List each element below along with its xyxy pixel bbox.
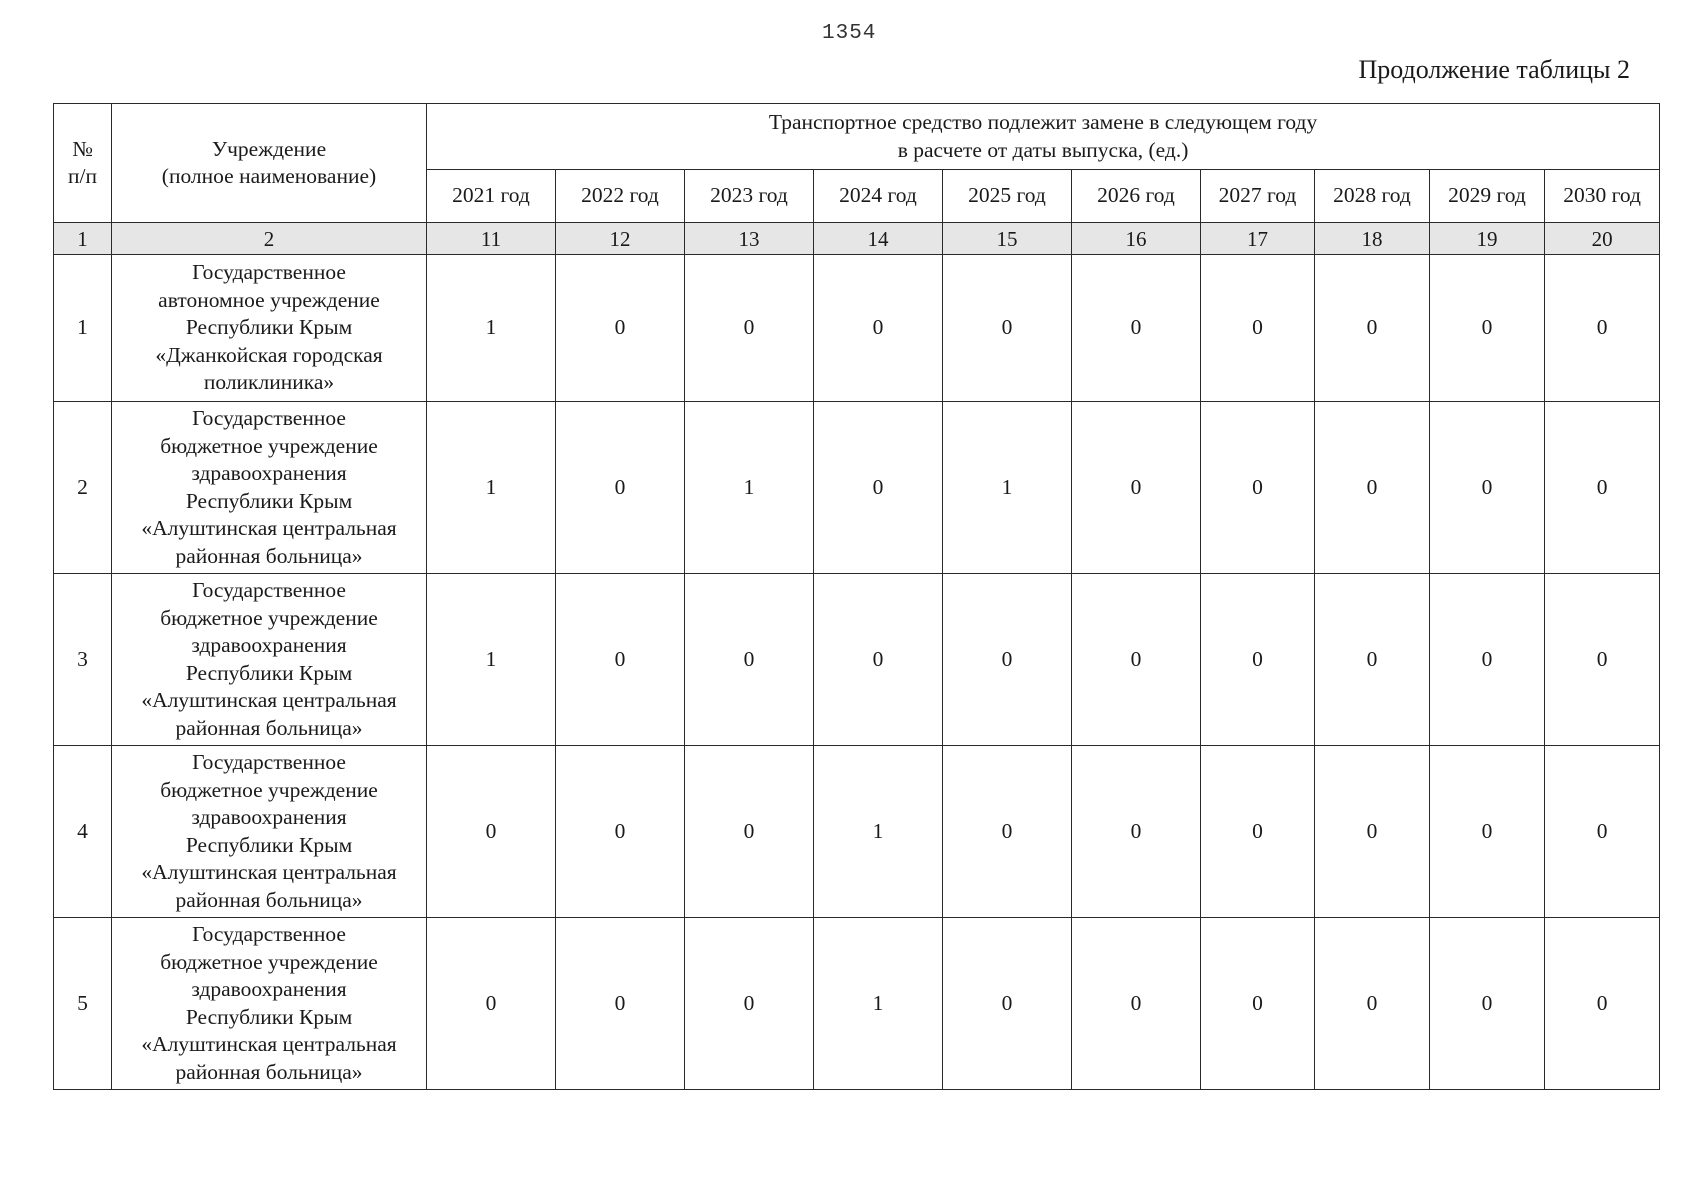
column-number: 13 [685, 223, 814, 255]
institution-name: Государственное бюджетное учреждение здравоохранения Республики Крым «Алуштинская центральная районная больница» [112, 402, 427, 574]
institution-name: Государственное автономное учреждение Республики Крым «Джанкойская городская поликлиника» [112, 255, 427, 402]
table-row [54, 255, 1660, 402]
column-number: 15 [943, 223, 1072, 255]
row-number: 5 [54, 918, 112, 1090]
institution-name: Государственное бюджетное учреждение здравоохранения Республики Крым «Алуштинская центральная районная больница» [112, 918, 427, 1090]
value-cell: 0 [1072, 402, 1201, 574]
column-number: 19 [1430, 223, 1545, 255]
value-cell: 0 [943, 746, 1072, 918]
value-cell: 0 [1430, 918, 1545, 1090]
value-cell: 0 [1072, 746, 1201, 918]
header-year: 2029 год [1430, 170, 1545, 223]
header-year: 2022 год [556, 170, 685, 223]
page-number: 1354 [822, 22, 877, 45]
value-cell: 0 [943, 255, 1072, 402]
value-cell: 0 [1201, 918, 1315, 1090]
value-cell: 0 [1545, 574, 1660, 746]
value-cell: 0 [1430, 402, 1545, 574]
header-year: 2028 год [1315, 170, 1430, 223]
header-group-title: Транспортное средство подлежит замене в следующем году в расчете от даты выпуска, (ед.) [427, 104, 1660, 170]
header-year: 2021 год [427, 170, 556, 223]
value-cell: 1 [943, 402, 1072, 574]
column-number: 16 [1072, 223, 1201, 255]
value-cell: 0 [427, 746, 556, 918]
column-number: 18 [1315, 223, 1430, 255]
value-cell: 0 [685, 746, 814, 918]
value-cell: 0 [1545, 402, 1660, 574]
value-cell: 0 [1545, 918, 1660, 1090]
row-number: 2 [54, 402, 112, 574]
table-row [54, 746, 1660, 918]
header-institution: Учреждение (полное наименование) [112, 104, 427, 223]
row-number: 1 [54, 255, 112, 402]
institution-name: Государственное бюджетное учреждение здравоохранения Республики Крым «Алуштинская центральная районная больница» [112, 746, 427, 918]
header-year: 2025 год [943, 170, 1072, 223]
value-cell: 0 [814, 255, 943, 402]
value-cell: 1 [427, 255, 556, 402]
value-cell: 0 [1072, 255, 1201, 402]
value-cell: 1 [427, 574, 556, 746]
table-row [54, 402, 1660, 574]
value-cell: 0 [1072, 574, 1201, 746]
value-cell: 0 [1201, 746, 1315, 918]
value-cell: 0 [1201, 402, 1315, 574]
vehicle-replacement-table [53, 103, 1660, 1090]
column-number: 17 [1201, 223, 1315, 255]
column-number: 2 [112, 223, 427, 255]
value-cell: 0 [1430, 255, 1545, 402]
value-cell: 0 [943, 574, 1072, 746]
column-number: 1 [54, 223, 112, 255]
column-number: 12 [556, 223, 685, 255]
value-cell: 0 [556, 402, 685, 574]
column-number: 11 [427, 223, 556, 255]
value-cell: 0 [1072, 918, 1201, 1090]
column-number: 20 [1545, 223, 1660, 255]
value-cell: 0 [1430, 574, 1545, 746]
value-cell: 0 [685, 255, 814, 402]
value-cell: 0 [427, 918, 556, 1090]
value-cell: 1 [814, 918, 943, 1090]
value-cell: 0 [556, 255, 685, 402]
header-num: № п/п [54, 104, 112, 223]
value-cell: 0 [1545, 746, 1660, 918]
column-number: 14 [814, 223, 943, 255]
value-cell: 0 [1315, 402, 1430, 574]
value-cell: 0 [556, 746, 685, 918]
row-number: 3 [54, 574, 112, 746]
row-number: 4 [54, 746, 112, 918]
value-cell: 0 [1545, 255, 1660, 402]
value-cell: 0 [1201, 255, 1315, 402]
continuation-label: Продолжение таблицы 2 [1358, 55, 1630, 84]
value-cell: 0 [1315, 746, 1430, 918]
value-cell: 1 [685, 402, 814, 574]
value-cell: 0 [1315, 255, 1430, 402]
value-cell: 0 [1430, 746, 1545, 918]
table-row [54, 918, 1660, 1090]
header-year: 2023 год [685, 170, 814, 223]
header-year: 2024 год [814, 170, 943, 223]
value-cell: 0 [556, 574, 685, 746]
header-year: 2027 год [1201, 170, 1315, 223]
value-cell: 1 [427, 402, 556, 574]
value-cell: 0 [556, 918, 685, 1090]
value-cell: 0 [685, 574, 814, 746]
header-year: 2026 год [1072, 170, 1201, 223]
value-cell: 0 [1315, 574, 1430, 746]
value-cell: 0 [685, 918, 814, 1090]
value-cell: 0 [814, 402, 943, 574]
table-row [54, 574, 1660, 746]
value-cell: 0 [814, 574, 943, 746]
column-numbers-row [54, 223, 1660, 255]
value-cell: 0 [1315, 918, 1430, 1090]
value-cell: 0 [943, 918, 1072, 1090]
institution-name: Государственное бюджетное учреждение здравоохранения Республики Крым «Алуштинская центральная районная больница» [112, 574, 427, 746]
value-cell: 0 [1201, 574, 1315, 746]
value-cell: 1 [814, 746, 943, 918]
header-year: 2030 год [1545, 170, 1660, 223]
